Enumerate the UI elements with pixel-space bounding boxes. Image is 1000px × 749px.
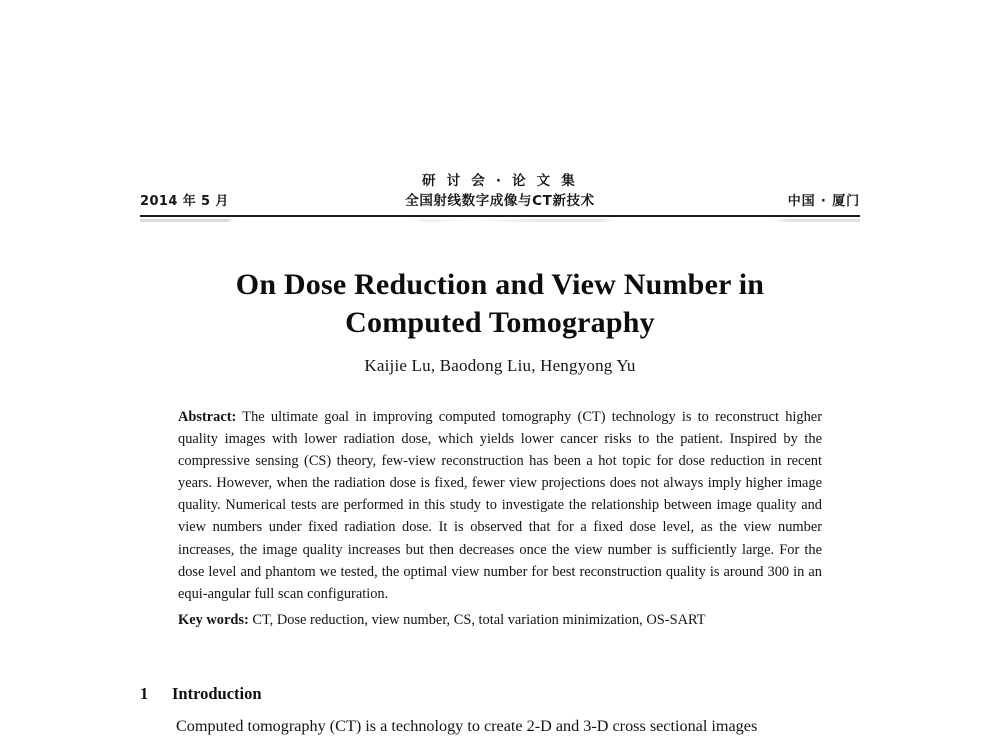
title-line-1: On Dose Reduction and View Number in [235,268,765,301]
conference-series-title: 研 讨 会 · 论 文 集 [422,173,578,189]
author-list: Kaijie Lu, Baodong Liu, Hengyong Yu [364,356,636,375]
abstract-block [178,406,822,605]
header-divider-rule [140,215,860,217]
section-number: 1 [140,684,149,703]
keywords-label: Key words: [178,612,249,628]
header-date: 2014 年 5 月 [140,194,229,209]
keywords-block [178,609,822,631]
section-title: Introduction [172,684,262,703]
section-heading-introduction [140,683,262,705]
page-title [150,266,850,342]
scan-artifact-line [140,219,860,222]
keywords-text: CT, Dose reduction, view number, CS, total variation minimization, OS-SART [248,612,706,628]
abstract-text: The ultimate goal in improving computed tomography (CT) technology is to reconstruct higher quality images with lower radiation dose, which yields lower cancer risks to the patient. Inspired by the compressive sensing (CS) theory, few-view reconstruction has been a hot topic for dose reduction in recent years. However, when the radiation dose is fixed, fewer view projections does not always imply higher image quality. Numerical tests are performed in this study to investigate the relationship between image quality and view numbers under fixed radiation dose. It is observed that for a fixed dose level, as the view number increases, the image quality increases but then decreases once the view number is sufficiently large. For the dose level and phantom we tested, the optimal view number for best reconstruction quality is around 300 in an equi-angular full scan configuration. [178,409,822,602]
introduction-paragraph: Computed tomography (CT) is a technology to create 2-D and 3-D cross sectional images [176,717,758,735]
title-line-2: Computed Tomography [345,306,655,339]
conference-name: 全国射线数字成像与CT新技术 [405,193,595,209]
abstract-label: Abstract: [178,409,237,425]
header-location: 中国 · 厦门 [787,194,860,209]
running-header [140,172,860,212]
running-header-row [140,191,860,212]
